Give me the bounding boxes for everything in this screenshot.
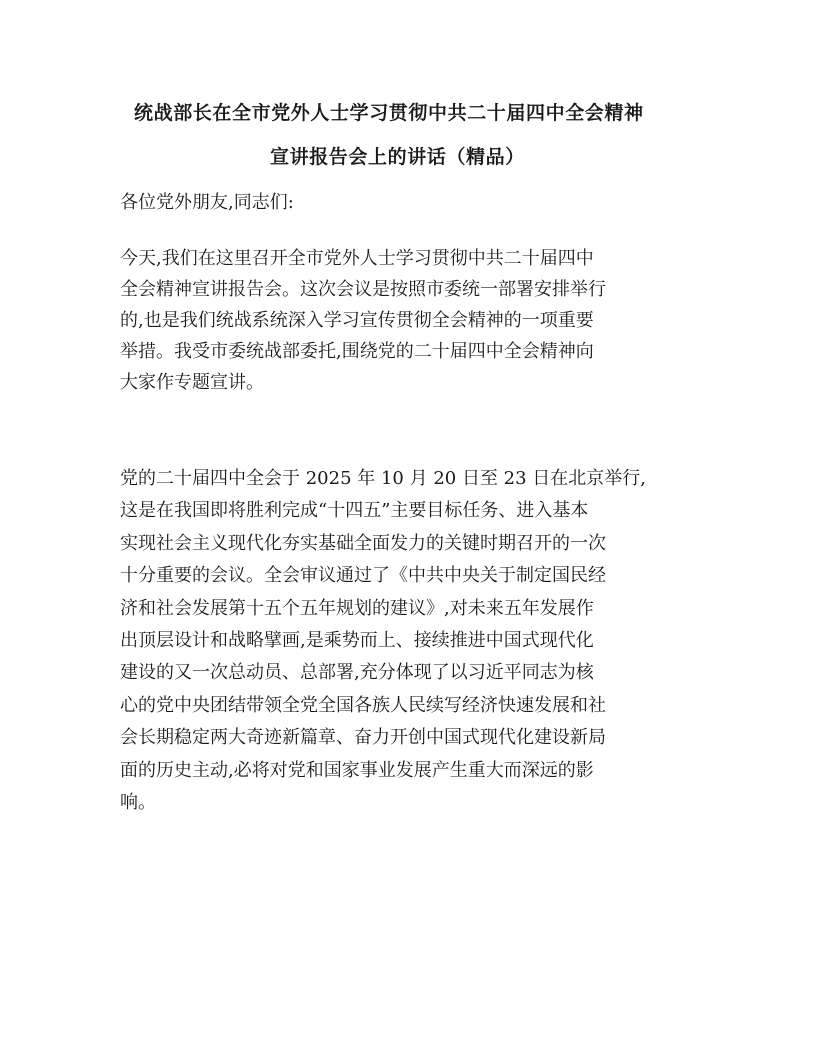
paragraph-line: 会长期稳定两大奇迹新篇章、奋力开创中国式现代化建设新局 <box>120 727 606 749</box>
paragraph-line: 全会精神宣讲报告会。这次会议是按照市委统一部署安排举行 <box>120 279 606 300</box>
paragraph-2 <box>120 463 646 819</box>
paragraph-line: 济和社会发展第十五个五年规划的建议》,对未来五年发展作 <box>120 597 594 619</box>
salutation <box>120 187 294 218</box>
paragraph-line: 心的党中央团结带领全党全国各族人民续写经济快速发展和社 <box>120 694 606 716</box>
paragraph-line: 大家作专题宣讲。 <box>120 372 264 393</box>
paragraph-line: 面的历史主动,必将对党和国家事业发展产生重大而深远的影 <box>120 759 594 781</box>
paragraph-line: 十分重要的会议。全会审议通过了《中共中央关于制定国民经 <box>120 565 606 587</box>
paragraph-line: 的,也是我们统战系统深入学习宣传贯彻全会精神的一项重要 <box>120 310 594 331</box>
paragraph-line: 举措。我受市委统战部委托,围绕党的二十届四中全会精神向 <box>120 341 594 362</box>
paragraph-1 <box>120 243 606 398</box>
title-line-2: 宣讲报告会上的讲话（精品） <box>270 146 525 168</box>
salutation-text: 各位党外朋友,同志们: <box>120 192 294 213</box>
paragraph-line: 实现社会主义现代化夯实基础全面发力的关键时期召开的一次 <box>120 532 606 554</box>
paragraph-line: 建设的又一次总动员、总部署,充分体现了以习近平同志为核 <box>120 662 594 684</box>
paragraph-line: 这是在我国即将胜利完成“十四五”主要目标任务、进入基本 <box>120 500 589 522</box>
paragraph-line: 响。 <box>120 791 156 813</box>
paragraph-line: 党的二十届四中全会于 2025 年 10 月 20 日至 23 日在北京举行, <box>120 468 647 489</box>
paragraph-line: 今天,我们在这里召开全市党外人士学习贯彻中共二十届四中 <box>120 248 594 269</box>
paragraph-line: 出顶层设计和战略擘画,是乘势而上、接续推进中国式现代化 <box>120 629 594 651</box>
title-line-1: 统战部长在全市党外人士学习贯彻中共二十届四中全会精神 <box>134 102 644 124</box>
